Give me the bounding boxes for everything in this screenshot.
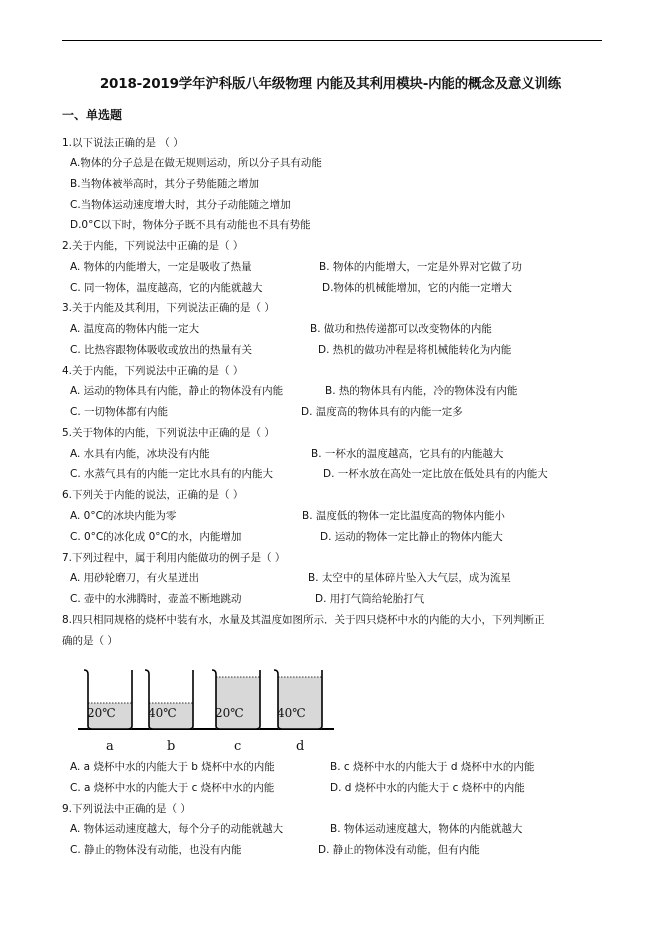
question-3-option-c: C. 比热容跟物体吸收或放出的热量有关 bbox=[70, 344, 253, 356]
beaker-a-temp: 20℃ bbox=[87, 706, 116, 720]
section-heading: 一、单选题 bbox=[62, 108, 123, 122]
beaker-d bbox=[274, 670, 322, 729]
question-3-option-a: A. 温度高的物体内能一定大 bbox=[70, 323, 200, 335]
question-7-option-b: B. 太空中的星体碎片坠入大气层，成为流星 bbox=[308, 572, 511, 584]
question-6-option-a: A. 0°C的冰块内能为零 bbox=[70, 510, 177, 522]
question-6-option-d: D. 运动的物体一定比静止的物体内能大 bbox=[320, 531, 503, 543]
question-1-option-a: A.物体的分子总是在做无规则运动，所以分子具有动能 bbox=[70, 157, 322, 169]
beaker-b bbox=[145, 670, 193, 729]
question-8-stem-continued: 确的是（ ） bbox=[62, 635, 118, 647]
page-title: 2018-2019学年沪科版八年级物理 内能及其利用模块-内能的概念及意义训练 bbox=[99, 76, 562, 92]
question-5-stem: 5.关于物体的内能，下列说法中正确的是（ ） bbox=[62, 427, 275, 439]
beaker-c bbox=[212, 670, 260, 729]
question-7-stem: 7.下列过程中，属于利用内能做功的例子是（ ） bbox=[62, 552, 286, 564]
question-1-option-d: D.0°C以下时，物体分子既不具有动能也不具有势能 bbox=[70, 219, 311, 231]
question-1-option-c: C.当物体运动速度增大时，其分子动能随之增加 bbox=[70, 199, 291, 211]
question-2-option-a: A. 物体的内能增大，一定是吸收了热量 bbox=[70, 261, 252, 273]
question-4-stem: 4.关于内能，下列说法中正确的是（ ） bbox=[62, 365, 244, 377]
question-5-option-a: A. 水具有内能，冰块没有内能 bbox=[70, 448, 210, 460]
question-2-option-c: C. 同一物体，温度越高，它的内能就越大 bbox=[70, 282, 263, 294]
beaker-d-temp: 40℃ bbox=[277, 706, 306, 720]
question-1-stem: 1.以下说法正确的是 （ ） bbox=[62, 137, 184, 149]
question-4-option-d: D. 温度高的物体具有的内能一定多 bbox=[301, 406, 463, 418]
beaker-c-temp: 20℃ bbox=[215, 706, 244, 720]
beaker-a-label: a bbox=[106, 739, 114, 754]
question-3-option-d: D. 热机的做功冲程是将机械能转化为内能 bbox=[318, 344, 512, 356]
question-8-option-a: A. a 烧杯中水的内能大于 b 烧杯中水的内能 bbox=[70, 761, 275, 773]
question-4-option-a: A. 运动的物体具有内能，静止的物体没有内能 bbox=[70, 385, 284, 397]
beaker-b-temp: 40℃ bbox=[148, 706, 177, 720]
question-8-stem: 8.四只相同规格的烧杯中装有水，水量及其温度如图所示．关于四只烧杯中水的内能的大小，下列判断正 bbox=[62, 614, 545, 626]
question-7-option-a: A. 用砂轮磨刀，有火星迸出 bbox=[70, 572, 200, 584]
question-8-option-c: C. a 烧杯中水的内能大于 c 烧杯中水的内能 bbox=[70, 782, 275, 794]
question-3-option-b: B. 做功和热传递都可以改变物体的内能 bbox=[310, 323, 492, 335]
beaker-b-label: b bbox=[167, 739, 176, 754]
question-7-option-c: C. 壶中的水沸腾时，壶盖不断地跳动 bbox=[70, 593, 242, 605]
question-6-option-c: C. 0°C的冰化成 0°C的水，内能增加 bbox=[70, 531, 242, 543]
question-6-option-b: B. 温度低的物体一定比温度高的物体内能小 bbox=[302, 510, 505, 522]
question-9-option-b: B. 物体运动速度越大，物体的内能就越大 bbox=[330, 823, 523, 835]
question-4-option-c: C. 一切物体都有内能 bbox=[70, 406, 169, 418]
question-2-option-b: B. 物体的内能增大，一定是外界对它做了功 bbox=[319, 261, 522, 273]
beaker-a bbox=[84, 670, 132, 729]
question-5-option-c: C. 水蒸气具有的内能一定比水具有的内能大 bbox=[70, 468, 274, 480]
question-5-option-d: D. 一杯水放在高处一定比放在低处具有的内能大 bbox=[323, 468, 548, 480]
question-4-option-b: B. 热的物体具有内能，冷的物体没有内能 bbox=[325, 385, 518, 397]
beakers-figure bbox=[78, 666, 334, 758]
question-7-option-d: D. 用打气筒给轮胎打气 bbox=[315, 593, 425, 605]
beaker-d-label: d bbox=[296, 739, 305, 754]
question-9-option-a: A. 物体运动速度越大，每个分子的动能就越大 bbox=[70, 823, 284, 835]
beaker-c-label: c bbox=[234, 739, 242, 754]
question-8-option-b: B. c 烧杯中水的内能大于 d 烧杯中水的内能 bbox=[330, 761, 535, 773]
question-2-option-d: D.物体的机械能增加，它的内能一定增大 bbox=[322, 282, 512, 294]
question-8-option-d: D. d 烧杯中水的内能大于 c 烧杯中的内能 bbox=[330, 782, 525, 794]
question-6-stem: 6.下列关于内能的说法，正确的是（ ） bbox=[62, 489, 244, 501]
question-2-stem: 2.关于内能，下列说法中正确的是（ ） bbox=[62, 240, 244, 252]
question-1-option-b: B.当物体被举高时，其分子势能随之增加 bbox=[70, 178, 260, 190]
question-9-option-d: D. 静止的物体没有动能，但有内能 bbox=[318, 844, 480, 856]
question-3-stem: 3.关于内能及其利用，下列说法正确的是（ ） bbox=[62, 302, 275, 314]
question-9-stem: 9.下列说法中正确的是（ ） bbox=[62, 803, 191, 815]
question-5-option-b: B. 一杯水的温度越高，它具有的内能越大 bbox=[311, 448, 504, 460]
header-rule bbox=[62, 40, 602, 41]
question-9-option-c: C. 静止的物体没有动能，也没有内能 bbox=[70, 844, 242, 856]
